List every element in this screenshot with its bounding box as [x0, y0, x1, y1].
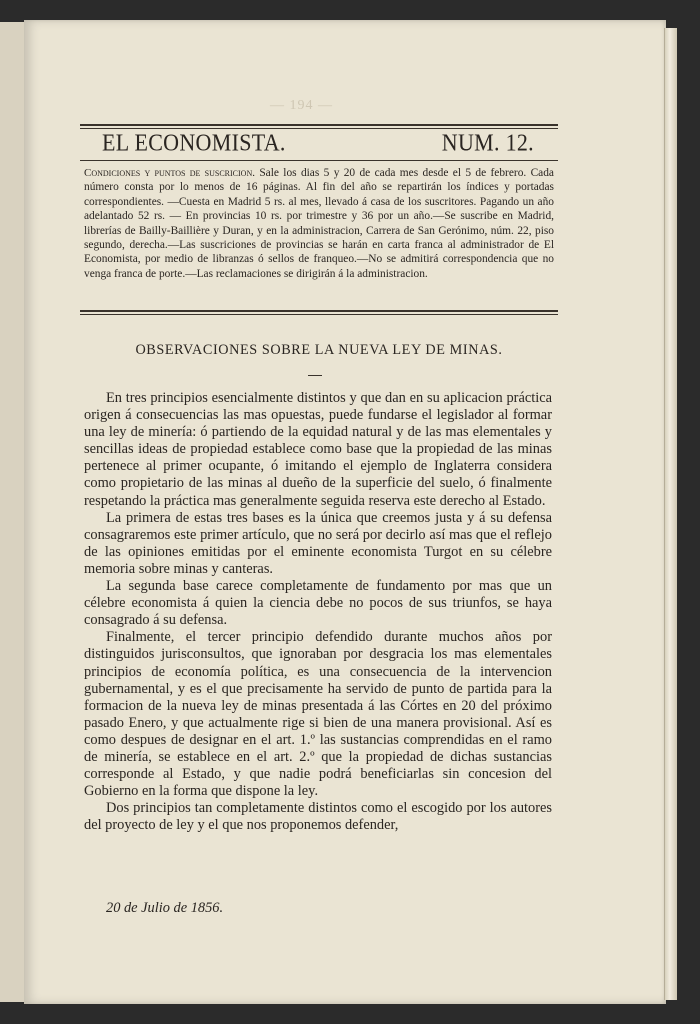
paragraph: Finalmente, el tercer principio defendido durante muchos años por distinguidos jurisconsultos, que ignoraban por desgracia los mas elementales principios de economía política, es una consecuencia de la intervencion gubernamental, y es el que precisamente ha servido de punto de partida para la formacion de la nueva ley de minas presentada á las Córtes en 20 del próximo pasado Enero, y que actualmente rige si bien de una manera provisional. Así es como despues de designar en el art. 1.º las sustancias comprendidas en el ramo de minería, se establece en el art. 2.º que la propiedad de dichas sustancias corresponde al Estado, y que nadie podrá beneficiarlas sin concesion del Gobierno en la forma que dispone la ley.: [84, 629, 552, 800]
issue-number: NUM. 12.: [441, 128, 534, 156]
paragraph: La primera de estas tres bases es la única que creemos justa y á su defensa consagraremos este primer artículo, que no será por decirlo así mas que el reflejo de las opiniones emitidas por el eminente economista Turgot en su célebre memoria sobre minas y canteras.: [84, 509, 552, 577]
ghost-page-number: — 194 —: [270, 98, 333, 113]
paragraph: En tres principios esencialmente distintos y que dan en su aplicacion práctica origen á consecuencias las mas opuestas, puede fundarse el legislador al formar una ley de minería: ó partiendo de la equidad natural y de las mas elementales y sencillas ideas de propiedad establece como base que la propiedad de las minas pertenece al primer ocupante, ó imitando el ejemplo de Inglaterra considera como propietario de las minas al dueño de la superficie del suelo, ó finalmente respetando la práctica mas generalmente seguida reserva este derecho al Estado.: [84, 390, 552, 509]
subscription-conditions: [84, 166, 554, 281]
masthead-top-rule: [80, 124, 558, 126]
date-text: 20 de Julio de 1856.: [106, 900, 224, 916]
paragraph: Dos principios tan completamente distintos como el escogido por los autores del proyecto de ley y el que nos proponemos defender,: [84, 800, 552, 834]
conditions-bottom-rule: [80, 310, 558, 312]
masthead-title: EL ECONOMISTA.: [102, 128, 286, 156]
conditions-text: Sale los dias 5 y 20 de cada mes desde el 5 de febrero. Cada número consta por lo menos de 16 páginas. Al fin del año se repartirán los índices y portadas correspondientes. —Cuesta en Madrid 5 rs. al mes, llevado á casa de los suscritores. Pagando un año adelantado 52 rs. — En provincias 10 rs. por trimestre y 36 por un año.—Se suscribe en Madrid, librerías de Bailly-Baillière y Duran, y en la administracion, Carrera de San Gerónimo, núm. 22, piso segundo, derecha.—Las suscriciones de provincias se harán en carta franca al administrador de El Economista, por medio de libranzas ó sellos de franqueo.—No se admitirá correspondencia que no venga franca de porte.—Las reclamaciones se dirigirán á la administracion.: [84, 167, 554, 280]
previous-page-edge: [0, 22, 25, 1002]
conditions-lead: Condiciones y puntos de suscricion.: [84, 167, 255, 179]
paragraph: La segunda base carece completamente de fundamento por mas que un célebre economista á quien la ciencia debe no pocos de sus triunfos, se haya consagrado á su defensa.: [84, 578, 552, 629]
date-line: [106, 900, 223, 917]
masthead: [102, 130, 534, 160]
masthead-bottom-rule: [80, 160, 558, 161]
page-fore-edge: [664, 28, 677, 1000]
title-short-rule: [308, 375, 322, 376]
article-body: [84, 390, 552, 834]
article-title: OBSERVACIONES SOBRE LA NUEVA LEY DE MINAS.: [135, 342, 503, 358]
